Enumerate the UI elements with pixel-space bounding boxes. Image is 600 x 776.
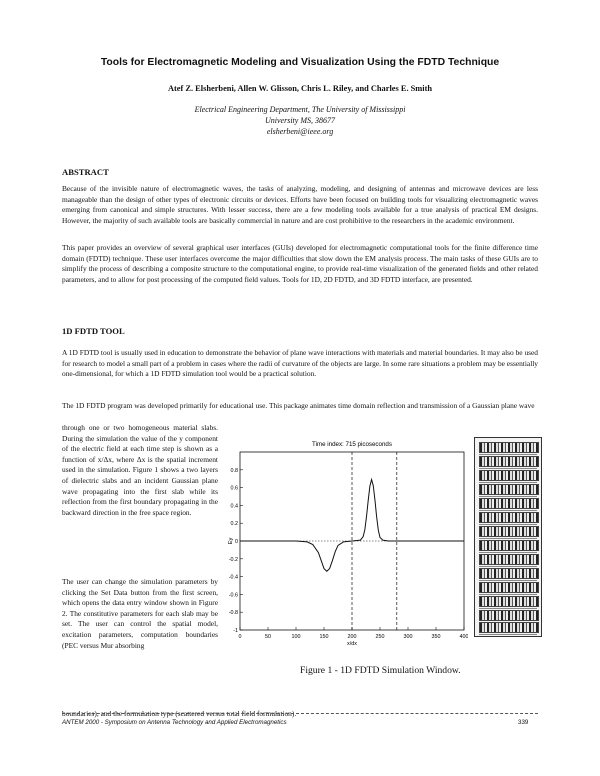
panel-control-5: [479, 498, 539, 509]
affiliation-location: University MS, 38677: [265, 116, 335, 125]
panel-divider: [479, 552, 537, 553]
y-tick-label: 0.2: [230, 521, 238, 528]
y-tick-label: 0: [235, 539, 238, 545]
x-tick-label: 400: [459, 634, 468, 640]
panel-divider: [479, 594, 537, 595]
panel-control-1: [479, 442, 539, 453]
section-paragraph-1: A 1D FDTD tool is usually used in education to demonstrate the behavior of plane wave interactions with materials and material boundaries. It may also be used for research to model a small part of a problem in cases where the radii of curvature of the objects are large. In some rare situations a problem may be essentially one-dimensional, for which a 1D FDTD simulation tool would be a practical solution.: [62, 348, 538, 379]
footer-rule: [62, 713, 538, 714]
panel-divider: [479, 524, 537, 525]
chart-title: Time index: 715 picoseconds: [312, 441, 392, 448]
x-tick-label: 350: [431, 634, 441, 640]
panel-divider: [479, 634, 537, 635]
footer-page-number: 339: [518, 719, 529, 726]
affiliation-dept: Electrical Engineering Department, The University of Mississippi: [194, 105, 406, 114]
x-tick-label: 150: [319, 634, 329, 640]
figure-caption: Figure 1 - 1D FDTD Simulation Window.: [300, 665, 461, 676]
paper-title: Tools for Electromagnetic Modeling and Visualization Using the FDTD Technique: [100, 57, 500, 68]
abstract-paragraph-1: Because of the invisible nature of electromagnetic waves, the tasks of analyzing, modeling, and designing of antennas and microwave devices are less manageable than the design of other types of electronic circuits or devices. Efforts have been focused on building tools for visualizing electromagnetic waves emerging from canonical and simple structures. With lesser success, there are a few modeling tools available for a true analysis of practical EM designs. However, the majority of such available tools are basically commercial in nature and are cost prohibitive to the researchers in the academic environment.: [62, 184, 538, 225]
panel-control-3: [479, 470, 539, 481]
section-paragraph-2-left-column: through one or two homogeneous material slabs. During the simulation the value of the y component of the electric field at each time step is shown as a function of x/Δx, where Δx is the spatial increment used in the simulation. Figure 1 shows a two layers of dielectric slabs and an incident Gaussian plane wave propagating into the first slab while its reflection from the first boundary propagating in the backward direction in the free space region.: [62, 423, 218, 517]
y-tick-label: -0.6: [228, 592, 238, 599]
panel-control-12: [479, 596, 539, 607]
abstract-heading: ABSTRACT: [62, 167, 109, 177]
section-paragraph-3-left-column: The user can change the simulation parameters by clicking the Set Data button from the first screen, which opens the data entry window shown in Figure 2. The constitutive parameters for each slab may be set. The user can control the spatial model, excitation parameters, computation boundaries (PEC versus Mur absorbing: [62, 577, 218, 650]
panel-control-2: [479, 456, 539, 467]
section-paragraph-2-intro: The 1D FDTD program was developed primarily for educational use. This package animates time domain reflection and transmission of a Gaussian plane wave: [62, 401, 535, 410]
x-tick-label: 200: [347, 634, 357, 640]
panel-divider: [479, 510, 537, 511]
section-heading-1d-fdtd: 1D FDTD TOOL: [62, 326, 125, 336]
ey-field-plot: [228, 432, 468, 647]
footer-conference: ANTEM 2000 - Symposium on Antenna Technology and Applied Electromagnetics: [62, 719, 287, 726]
y-tick-label: -0.4: [228, 574, 238, 581]
panel-divider: [479, 608, 537, 609]
y-axis-label: Ey: [228, 537, 234, 545]
y-tick-label: -0.8: [228, 610, 238, 617]
panel-divider: [479, 468, 537, 469]
panel-divider: [479, 566, 537, 567]
y-tick-label: -1: [233, 628, 238, 634]
y-tick-label: 0.6: [230, 485, 238, 492]
x-tick-label: 0: [238, 634, 242, 640]
x-tick-label: 300: [403, 634, 413, 640]
x-tick-label: 100: [291, 634, 301, 640]
y-tick-label: 0.4: [230, 503, 238, 510]
y-tick-label: 0.8: [230, 467, 238, 474]
panel-control-14: [479, 622, 539, 633]
affiliation-block: [0, 104, 600, 137]
section-paragraph-3-end: boundaries), and the formulation type (scattered versus total field formulation).: [62, 709, 297, 718]
x-axis-label: x/dx: [347, 641, 357, 647]
panel-control-10: [479, 568, 539, 579]
panel-control-9: [479, 554, 539, 565]
affiliation-email: elsherbeni@ieee.org: [266, 127, 334, 136]
panel-control-4: [479, 484, 539, 495]
simulation-control-panel: [474, 437, 542, 637]
panel-divider: [479, 580, 537, 581]
panel-divider: [479, 538, 537, 539]
panel-control-13: [479, 610, 539, 621]
panel-control-8: [479, 540, 539, 551]
panel-divider: [479, 454, 537, 455]
panel-control-6: [479, 512, 539, 523]
x-tick-label: 50: [265, 634, 271, 640]
x-tick-label: 250: [375, 634, 385, 640]
panel-divider: [479, 482, 537, 483]
abstract-paragraph-2: This paper provides an overview of several graphical user interfaces (GUIs) developed for electromagnetic computational tools for the finite difference time domain (FDTD) technique. These user interfaces overcome the major difficulties that slow down the EM analysis process. The main tasks of these GUIs are to simplify the process of describing a composite structure to the computational engine, to provide real-time visualization of the generated fields and other related parameters, and to allow for post processing of the computed field values. Tools for 1D, 2D FDTD, and 3D FDTD interface, are presented.: [62, 243, 538, 284]
y-tick-label: -0.2: [228, 556, 238, 563]
author-list: Atef Z. Elsherbeni, Allen W. Glisson, Chris L. Riley, and Charles E. Smith: [167, 84, 433, 93]
panel-divider: [479, 496, 537, 497]
panel-control-11: [479, 582, 539, 593]
panel-control-7: [479, 526, 539, 537]
